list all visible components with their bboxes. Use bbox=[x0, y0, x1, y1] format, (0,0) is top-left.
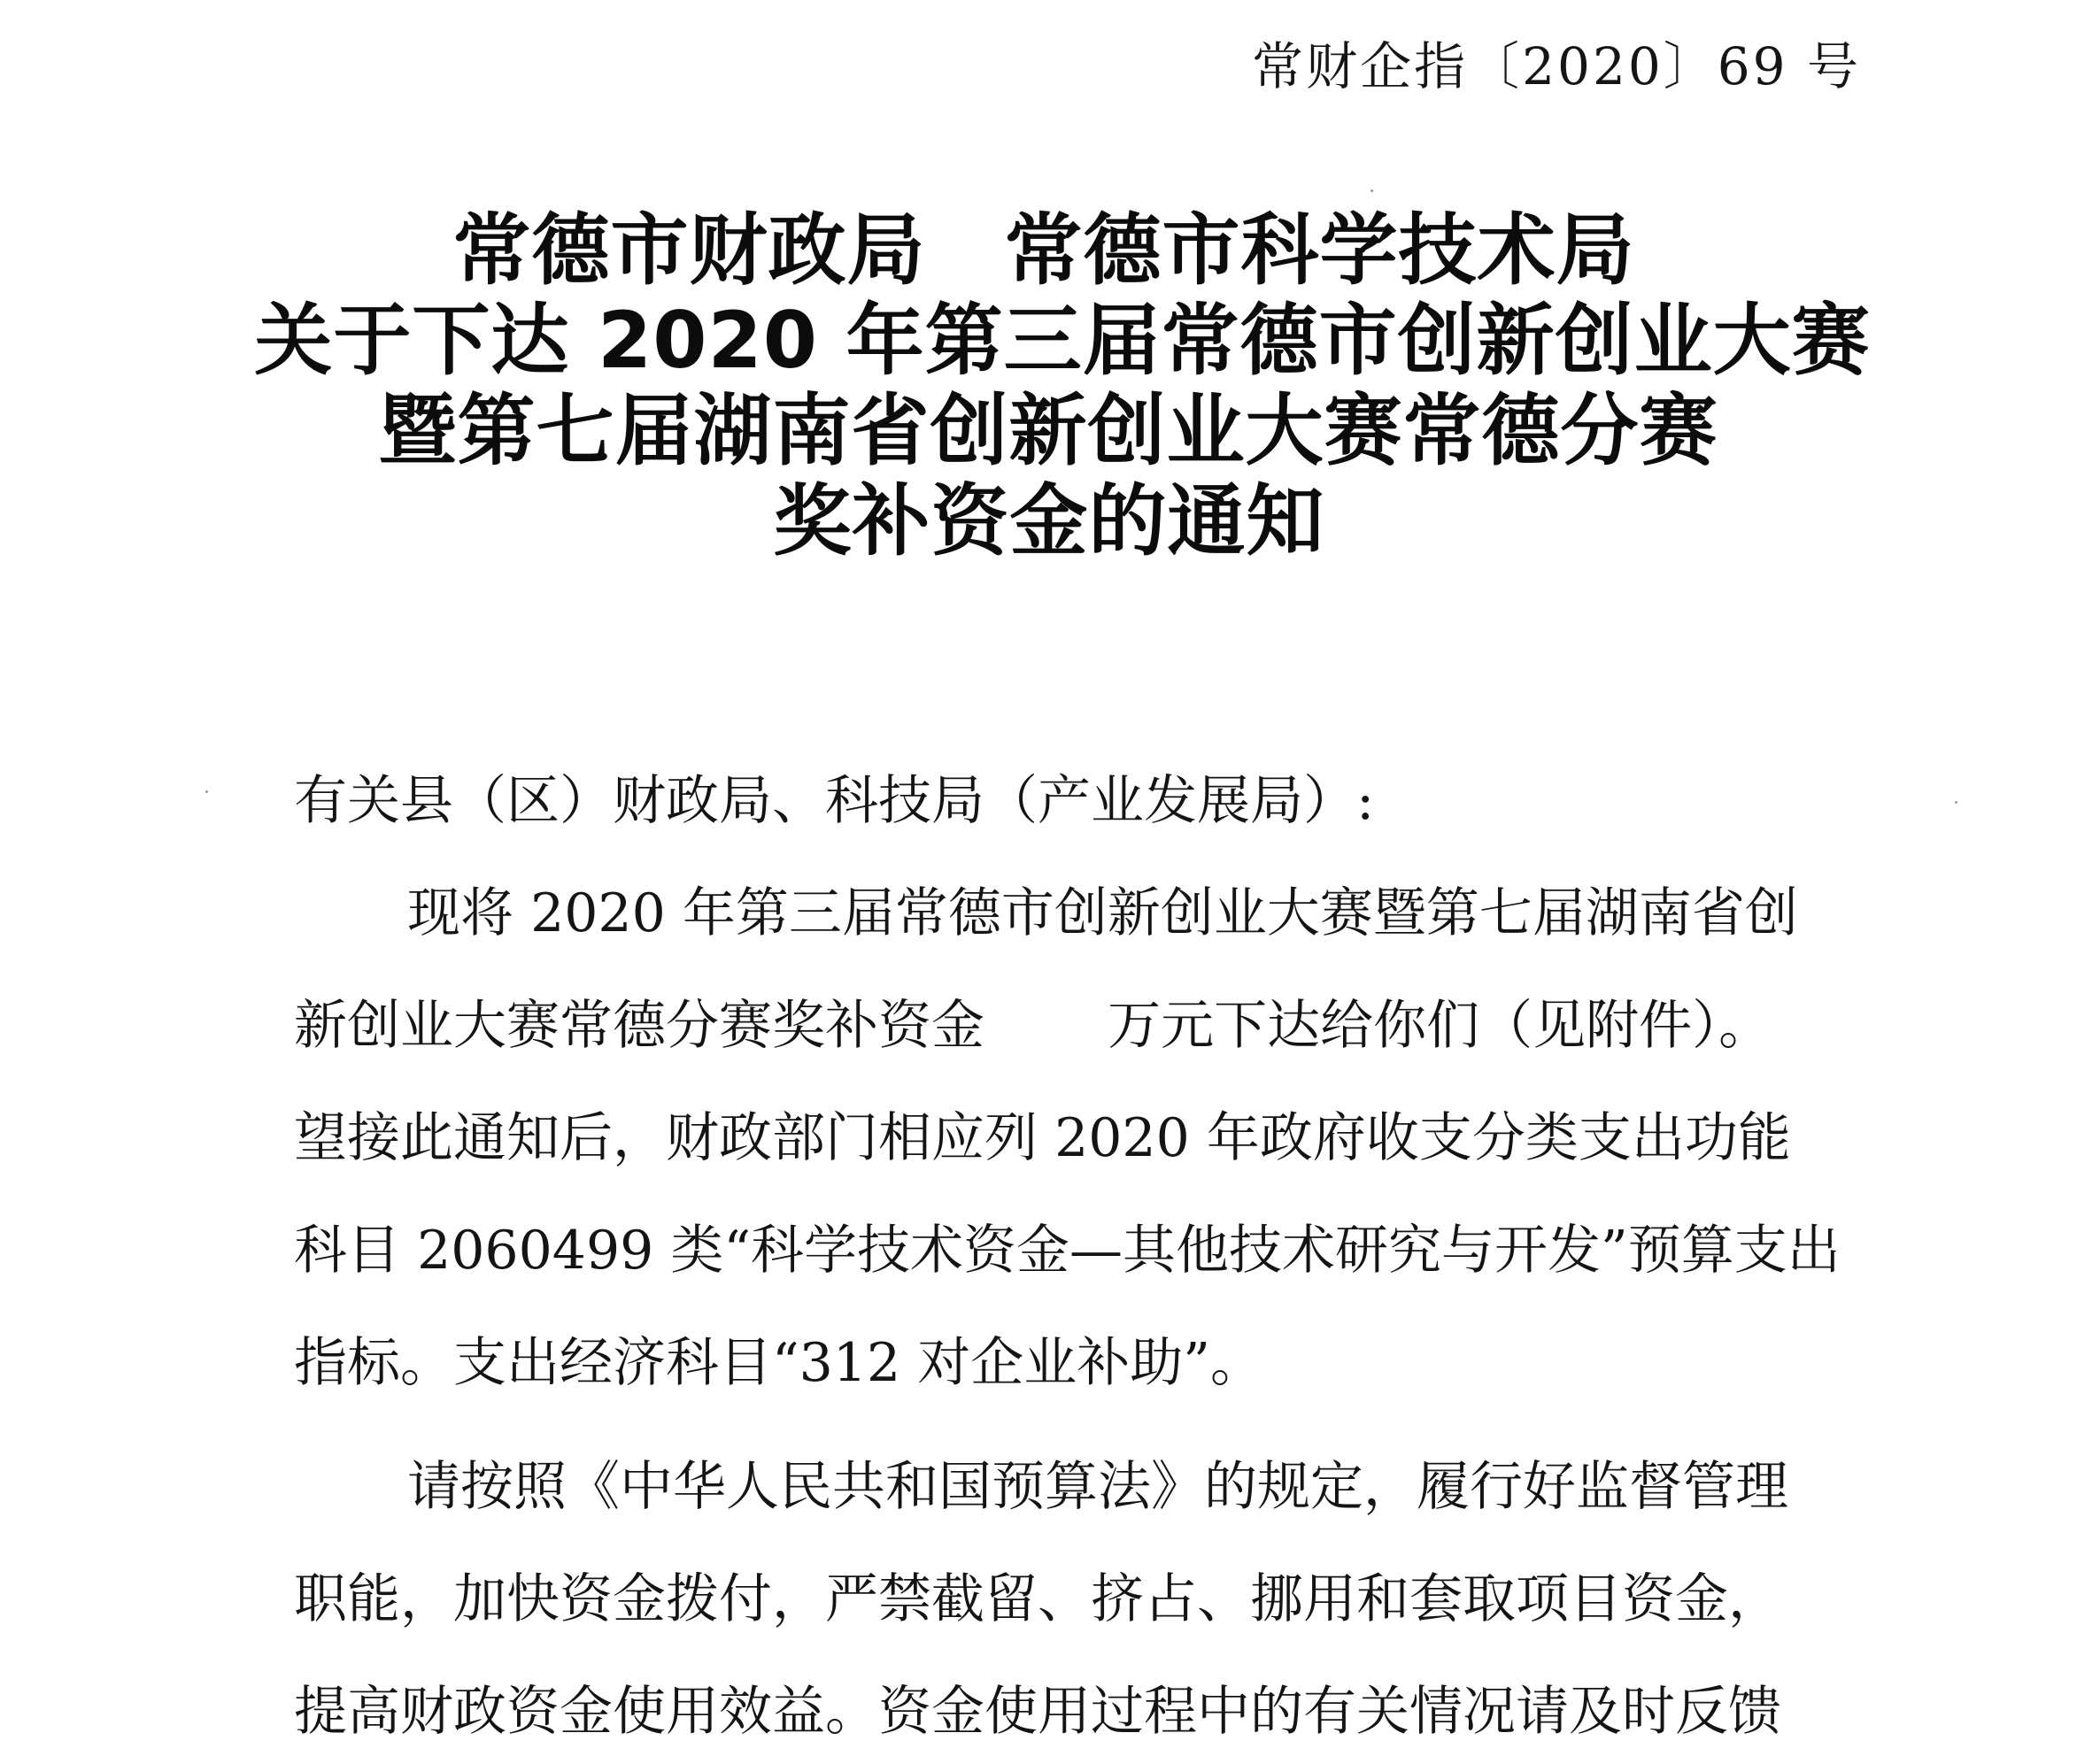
document-title bbox=[0, 205, 2100, 566]
paragraph-1-line-5: 指标。支出经济科目“312 对企业补助”。 bbox=[294, 1332, 1263, 1394]
scan-speck bbox=[1955, 801, 1957, 804]
paragraph-2-line-2: 职能，加快资金拨付，严禁截留、挤占、挪用和套取项目资金， bbox=[294, 1568, 1781, 1630]
salutation: 有关县（区）财政局、科技局（产业发展局）: bbox=[294, 770, 1375, 832]
paragraph-1-line-4: 科目 2060499 类“科学技术资金—其他技术研究与开发”预算支出 bbox=[294, 1220, 1841, 1282]
title-line-4: 奖补资金的通知 bbox=[773, 475, 1325, 566]
document-number: 常财企指〔2020〕69 号 bbox=[1252, 36, 1861, 96]
paragraph-2-line-1: 请按照《中华人民共和国预算法》的规定，履行好监督管理 bbox=[407, 1456, 1788, 1518]
title-line-1: 常德市财政局 常德市科学技术局 bbox=[452, 204, 1635, 296]
scan-speck bbox=[205, 790, 208, 793]
scan-speck bbox=[1370, 189, 1373, 192]
paragraph-1-line-3: 望接此通知后，财政部门相应列 2020 年政府收支分类支出功能 bbox=[294, 1107, 1791, 1169]
paragraph-1-line-2: 新创业大赛常德分赛奖补资金 万元下达给你们（见附件）。 bbox=[294, 995, 1772, 1057]
paragraph-1-line-1: 现将 2020 年第三届常德市创新创业大赛暨第七届湖南省创 bbox=[407, 882, 1798, 944]
title-line-3: 暨第七届湖南省创新创业大赛常德分赛 bbox=[378, 385, 1718, 476]
title-line-2: 关于下达 2020 年第三届常德市创新创业大赛 bbox=[254, 295, 1871, 386]
paragraph-2-line-3: 提高财政资金使用效益。资金使用过程中的有关情况请及时反馈 bbox=[294, 1681, 1781, 1743]
